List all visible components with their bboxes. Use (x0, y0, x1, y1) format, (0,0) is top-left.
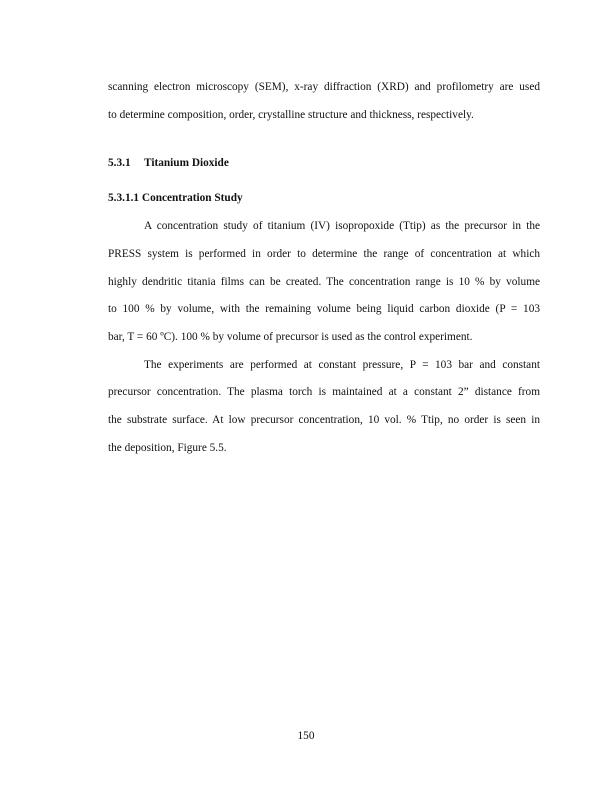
body-text-line: A concentration study of titanium (IV) isopropoxide (Ttip) as the precursor in the (144, 220, 540, 232)
body-text-line: the deposition, Figure 5.5. (108, 442, 227, 454)
page-number: 150 (297, 730, 315, 742)
subsection-number: 5.3.1.1 (108, 192, 140, 204)
section-number: 5.3.1 (108, 157, 131, 169)
subsection-heading (108, 191, 243, 205)
body-text-line: to 100 % by volume, with the remaining volume being liquid carbon dioxide (P = 103 (108, 303, 540, 315)
body-text-line: PRESS system is performed in order to determine the range of concentration at which (108, 248, 540, 260)
body-text-line: The experiments are performed at constant pressure, P = 103 bar and constant (144, 359, 540, 371)
section-heading (108, 156, 229, 170)
body-text-line: to determine composition, order, crystalline structure and thickness, respectively. (108, 109, 474, 121)
body-text-line: the substrate surface. At low precursor concentration, 10 vol. % Ttip, no order is seen in (108, 414, 540, 426)
body-text-line: precursor concentration. The plasma torch is maintained at a constant 2” distance from (108, 386, 540, 398)
section-title: Titanium Dioxide (144, 157, 229, 169)
body-text-line: bar, T = 60 ºC). 100 % by volume of precursor is used as the control experiment. (108, 331, 473, 343)
body-text-line: highly dendritic titania films can be created. The concentration range is 10 % by volume (108, 276, 540, 288)
body-text-line: scanning electron microscopy (SEM), x-ray diffraction (XRD) and profilometry are used (108, 81, 540, 93)
subsection-title: Concentration Study (141, 192, 243, 204)
